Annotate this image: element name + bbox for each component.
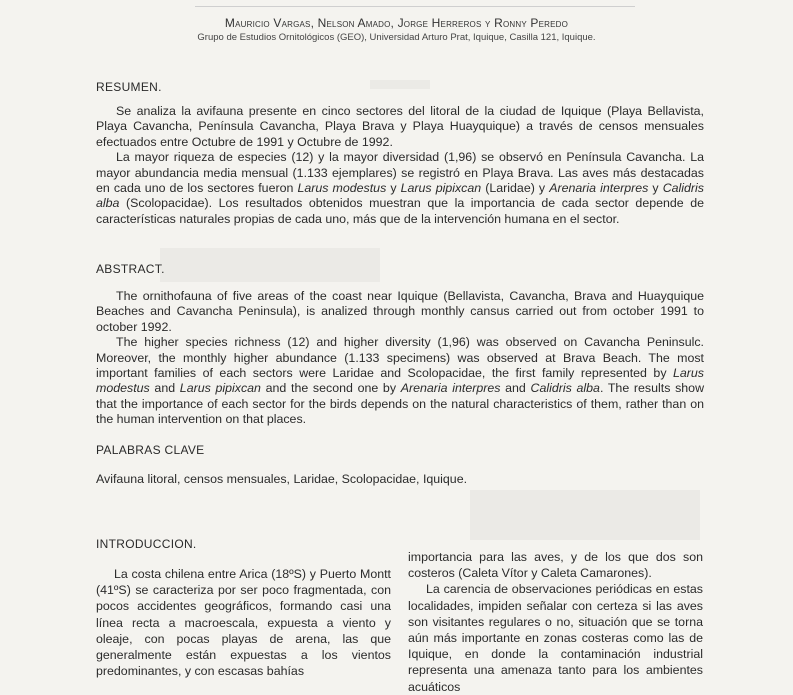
resumen-body <box>96 104 704 227</box>
text-run: and <box>500 381 531 396</box>
text-run: and the second one by <box>260 381 401 396</box>
species-name: Calidris alba <box>96 181 704 211</box>
abstract-body <box>96 289 704 428</box>
intro-right-paragraph-2: La carencia de observaciones periódicas en estas localidades, impiden señalar con certeza si las aves son visitantes regulares o no, situación que se torna aún más importante en zonas costeras como las de Iquique, en donde la contaminación industrial representa una amenaza tanto para los ambientes acuáticos <box>408 582 703 694</box>
text-run: y <box>386 181 401 196</box>
species-name: Arenaria interpres <box>549 181 649 196</box>
text-run: . The results show that the importance of each sector for the birds depends on the natural characteristics of them, rather than on the human intervention on that places. <box>96 381 705 427</box>
resumen-paragraph-2 <box>96 150 704 227</box>
text-run: y <box>648 181 663 196</box>
species-name: Larus pipixcan <box>179 381 261 396</box>
keywords-text: Avifauna litoral, censos mensuales, Laridae, Scolopacidae, Iquique. <box>96 472 468 486</box>
top-rule <box>195 6 635 7</box>
abstract-heading: ABSTRACT. <box>96 262 165 276</box>
text-run: La mayor riqueza de especies (12) y la mayor diversidad (1,96) se observó en Península Cavancha. La mayor abundancia media mensual (1.133 ejemplares) se registró en Playa Brava. Las aves más destacadas en cada uno de los sectores fueron <box>96 150 704 196</box>
text-run: and <box>149 381 180 396</box>
bleed-through-mark <box>370 80 430 89</box>
species-name: Larus modestus <box>297 181 387 196</box>
species-name: Arenaria interpres <box>400 381 501 396</box>
text-run: (Laridae) y <box>481 181 550 196</box>
intro-left-paragraph: La costa chilena entre Arica (18ºS) y Puerto Montt (41ºS) se caracteriza por ser poco fragmentada, con pocos accidentes geográficos, formando casi una línea recta a macroescala, expuesta a viento y oleaje, con pocas playas de arena, las que generalmente están expuestas a los vientos predominantes, y con escasas bahías <box>96 567 391 679</box>
bleed-through-mark <box>160 248 380 282</box>
resumen-heading: RESUMEN. <box>96 80 162 94</box>
species-name: Larus modestus <box>96 366 704 396</box>
text-run: The higher species richness (12) and higher diversity (1,96) was observed on Cavancha Peninsulc. Moreover, the monthly higher abundance (1.133 specimens) was observed at Brava Beach. The most important families of each sectors were Laridae and Scolopacidae, the first family represented by <box>96 335 704 381</box>
abstract-paragraph-2 <box>96 335 704 427</box>
abstract-paragraph-1: The ornithofauna of five areas of the coast near Iquique (Bellavista, Cavancha, Brava and Huayquique Beaches and Cavancha Peninsula), is analized through monthly cansus carried out from october 1991 to october 1992. <box>96 289 704 334</box>
text-run: (Scolopacidae). Los resultados obtenidos muestran que la importancia de cada sector depende de características naturales propias de cada uno, más que de la intervención humana en el sector. <box>96 196 704 226</box>
intro-right-paragraph-1: importancia para las aves, y de los que dos son costeros (Caleta Vítor y Caleta Camarones). <box>408 550 703 581</box>
intro-left-column <box>96 566 391 679</box>
intro-right-column <box>408 549 703 694</box>
affiliation: Grupo de Estudios Ornitológicos (GEO), Universidad Arturo Prat, Iquique, Casilla 121, Iquique. <box>197 32 596 43</box>
keywords-heading: PALABRAS CLAVE <box>96 443 205 457</box>
intro-heading: INTRODUCCION. <box>96 537 197 551</box>
species-name: Calidris alba <box>530 381 600 396</box>
bleed-through-mark <box>470 490 700 540</box>
author-list: Mauricio Vargas, Nelson Amado, Jorge Herreros y Ronny Peredo <box>224 16 569 30</box>
species-name: Larus pipixcan <box>400 181 482 196</box>
resumen-paragraph-1: Se analiza la avifauna presente en cinco sectores del litoral de la ciudad de Iquique (Playa Bellavista, Playa Cavancha, Península Cavancha, Playa Brava y Playa Huayquique) a través de censos mensuales efectuados entre Octubre de 1991 y Octubre de 1992. <box>96 104 704 149</box>
